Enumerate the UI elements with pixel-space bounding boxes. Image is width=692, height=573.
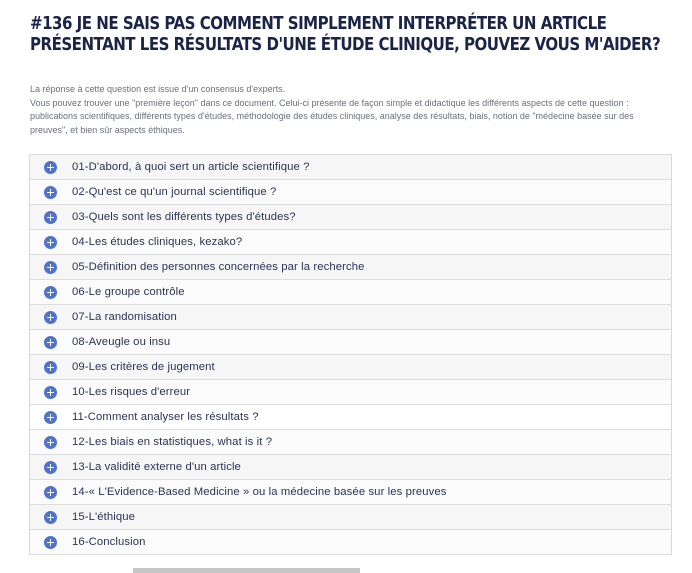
accordion-item-label[interactable]: 15-L'éthique xyxy=(72,511,136,523)
plus-circle-icon[interactable] xyxy=(44,286,57,299)
accordion-item-label[interactable]: 08-Aveugle ou insu xyxy=(72,336,171,348)
accordion-item-label[interactable]: 06-Le groupe contrôle xyxy=(72,286,185,298)
accordion-item-09[interactable] xyxy=(30,355,671,380)
plus-circle-icon[interactable] xyxy=(44,336,57,349)
plus-circle-icon[interactable] xyxy=(44,511,57,524)
plus-circle-icon[interactable] xyxy=(44,536,57,549)
accordion-item-07[interactable] xyxy=(30,305,671,330)
accordion-item-02[interactable] xyxy=(30,180,671,205)
plus-circle-icon[interactable] xyxy=(44,236,57,249)
accordion-item-label[interactable]: 04-Les études cliniques, kezako? xyxy=(72,236,243,248)
accordion-item-label[interactable]: 09-Les critères de jugement xyxy=(72,361,215,373)
accordion-item-08[interactable] xyxy=(30,330,671,355)
accordion-item-06[interactable] xyxy=(30,280,671,305)
plus-circle-icon[interactable] xyxy=(44,261,57,274)
accordion-item-label[interactable]: 03-Quels sont les différents types d'études? xyxy=(72,211,296,223)
plus-circle-icon[interactable] xyxy=(44,436,57,449)
plus-circle-icon[interactable] xyxy=(44,486,57,499)
scrollbar-thumb[interactable] xyxy=(133,568,360,573)
accordion-item-label[interactable]: 07-La randomisation xyxy=(72,311,177,323)
page-title: #136 JE NE SAIS PAS COMMENT SIMPLEMENT INTERPRÉTER UN ARTICLE PRÉSENTANT LES RÉSULTATS D'UNE ÉTUDE CLINIQUE, POUVEZ VOUS M'AIDER? xyxy=(30,14,661,55)
accordion-item-13[interactable] xyxy=(30,455,671,480)
accordion-item-label[interactable]: 10-Les risques d'erreur xyxy=(72,386,191,398)
accordion-item-label[interactable]: 01-D'abord, à quoi sert un article scientifique ? xyxy=(72,161,310,173)
plus-circle-icon[interactable] xyxy=(44,361,57,374)
accordion-item-label[interactable]: 14-« L'Evidence-Based Medicine » ou la médecine basée sur les preuves xyxy=(72,486,447,498)
intro-text xyxy=(30,83,670,137)
accordion-item-04[interactable] xyxy=(30,230,671,255)
intro-line-1: La réponse à cette question est issue d'un consensus d'experts. xyxy=(30,84,286,94)
accordion-item-16[interactable] xyxy=(30,530,671,555)
accordion-item-label[interactable]: 05-Définition des personnes concernées par la recherche xyxy=(72,261,365,273)
accordion-item-10[interactable] xyxy=(30,380,671,405)
plus-circle-icon[interactable] xyxy=(44,411,57,424)
plus-circle-icon[interactable] xyxy=(44,461,57,474)
accordion-item-03[interactable] xyxy=(30,205,671,230)
plus-circle-icon[interactable] xyxy=(44,186,57,199)
accordion-item-01[interactable] xyxy=(30,155,671,180)
accordion-item-label[interactable]: 12-Les biais en statistiques, what is it ? xyxy=(72,436,273,448)
accordion-item-label[interactable]: 11-Comment analyser les résultats ? xyxy=(72,411,259,423)
intro-line-2: Vous pouvez trouver une "première leçon" dans ce document. Celui-ci présente de façon simple et didactique les différents aspects de cette question : publications scientifiques, différents types d'études, méthodologie des études cliniques, analyse des résultats, biais, notion de "médecine basée sur des preuves", et bien sûr aspects éthiques. xyxy=(30,97,634,135)
accordion-item-05[interactable] xyxy=(30,255,671,280)
accordion-item-12[interactable] xyxy=(30,430,671,455)
accordion-item-11[interactable] xyxy=(30,405,671,430)
accordion-item-15[interactable] xyxy=(30,505,671,530)
accordion-item-label[interactable]: 13-La validité externe d'un article xyxy=(72,461,241,473)
plus-circle-icon[interactable] xyxy=(44,311,57,324)
accordion-item-label[interactable]: 16-Conclusion xyxy=(72,536,146,548)
plus-circle-icon[interactable] xyxy=(44,211,57,224)
plus-circle-icon[interactable] xyxy=(44,161,57,174)
faq-accordion xyxy=(29,154,672,555)
horizontal-scrollbar[interactable] xyxy=(29,567,670,573)
accordion-item-14[interactable] xyxy=(30,480,671,505)
plus-circle-icon[interactable] xyxy=(44,386,57,399)
accordion-item-label[interactable]: 02-Qu'est ce qu'un journal scientifique ? xyxy=(72,186,277,198)
